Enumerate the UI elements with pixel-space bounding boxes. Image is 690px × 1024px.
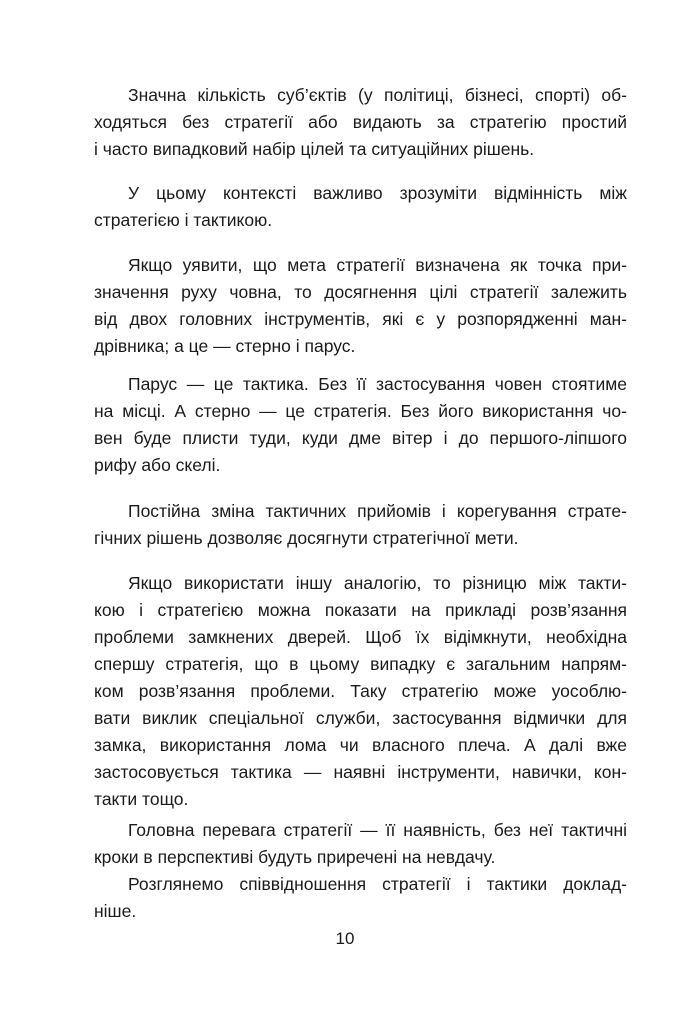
- text-line: Якщо уявити, що мета стратегії визначена як точка при-: [128, 255, 627, 275]
- text-line: Постійна зміна тактичних прийомів і корегування страте-: [128, 501, 627, 521]
- text-line: Значна кількість суб’єктів (у політиці, бізнесі, спорті) об-: [128, 85, 627, 105]
- text-line: Парус — це тактика. Без її застосування човен стоятиме: [128, 374, 627, 394]
- paragraph-1: [94, 82, 627, 163]
- text-line: ніше.: [94, 901, 137, 921]
- paragraph-5: [94, 498, 627, 552]
- text-line: від двох головних інструментів, які є у розпорядженні ман-: [94, 309, 627, 329]
- text-line: на місці. А стерно — це стратегія. Без його використання чо-: [94, 401, 627, 421]
- text-line: такти тощо.: [94, 789, 189, 809]
- text-line: проблеми замкнених дверей. Щоб їх відімкнути, необхідна: [94, 627, 627, 647]
- paragraph-3: [94, 252, 627, 360]
- text-line: У цьому контексті важливо зрозуміти відмінність між: [128, 183, 627, 203]
- text-line: кою і стратегією можна показати на прикладі розв’язання: [94, 600, 627, 620]
- page-number: 10: [335, 929, 355, 948]
- paragraph-6: [94, 570, 627, 813]
- text-line: значення руху човна, то досягнення цілі стратегії залежить: [94, 282, 627, 302]
- text-line: Якщо використати іншу аналогію, то різницю між такти-: [128, 573, 627, 593]
- text-line: ходяться без стратегії або видають за стратегію простий: [94, 112, 627, 132]
- paragraph-2: [94, 180, 627, 234]
- paragraph-7: [94, 817, 627, 871]
- text-line: вати виклик спеціальної служби, застосування відмички для: [94, 708, 627, 728]
- text-line: стратегією і тактикою.: [94, 210, 273, 230]
- text-line: кроки в перспективі будуть приречені на невдачу.: [94, 847, 496, 867]
- text-line: застосовується тактика — наявні інструменти, навички, кон-: [94, 762, 627, 782]
- text-line: дрівника; а це — стерно і парус.: [94, 336, 356, 356]
- text-line: і часто випадковий набір цілей та ситуаційних рішень.: [94, 139, 535, 159]
- text-line: замка, використання лома чи власного плеча. А далі вже: [94, 735, 627, 755]
- text-line: спершу стратегія, що в цьому випадку є загальним напрям-: [94, 654, 627, 674]
- text-line: ком розв’язання проблеми. Таку стратегію може уособлю-: [94, 681, 627, 701]
- text-line: рифу або скелі.: [94, 455, 221, 475]
- paragraph-8: [94, 871, 627, 925]
- text-line: гічних рішень дозволяє досягнути стратегічної мети.: [94, 528, 519, 548]
- paragraph-4: [94, 371, 627, 479]
- text-line: Головна перевага стратегії — її наявність, без неї тактичні: [128, 820, 627, 840]
- text-line: вен буде плисти туди, куди дме вітер і до першого-ліпшого: [94, 428, 627, 448]
- text-line: Розглянемо співвідношення стратегії і тактики доклад-: [128, 874, 627, 894]
